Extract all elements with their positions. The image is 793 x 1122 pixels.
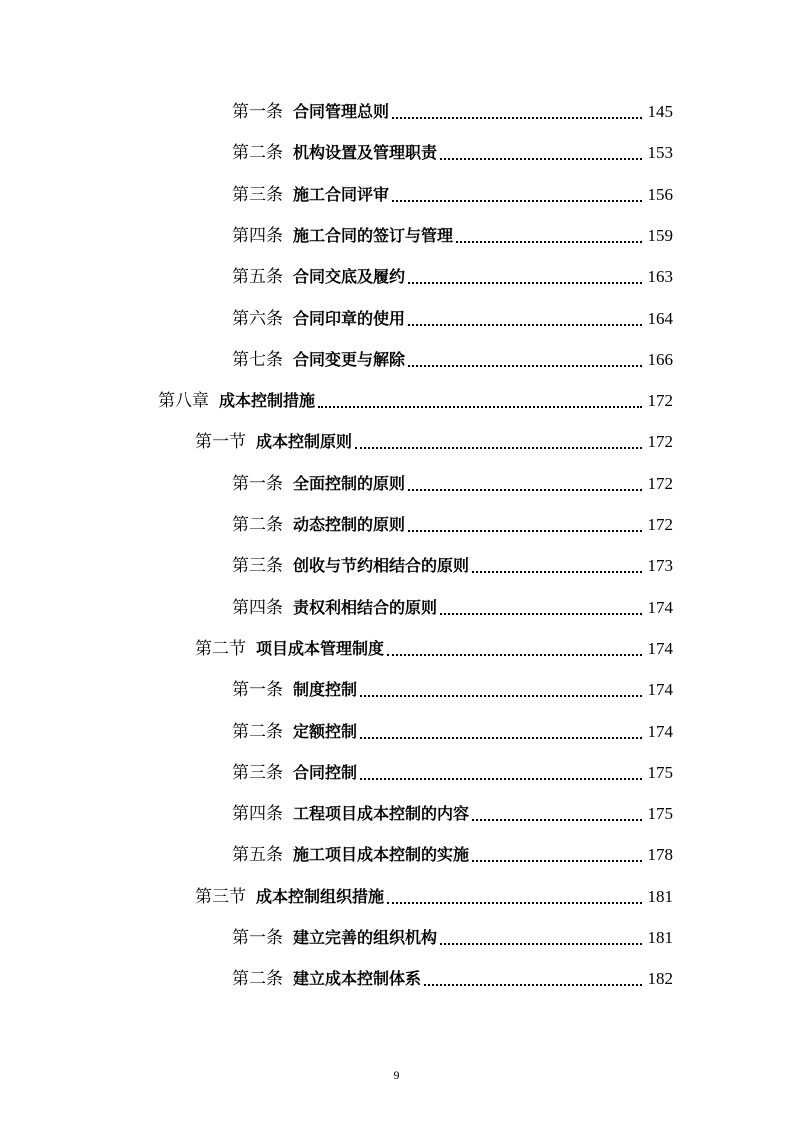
toc-entry-number: 第八章 [158,391,209,412]
toc-entry-title: 合同交底及履约 [293,267,406,287]
toc-entry-article[interactable] [232,671,673,701]
toc-entry-title: 创收与节约相结合的原则 [293,556,470,576]
toc-entry-page: 175 [647,804,673,824]
toc-entry-title: 合同管理总则 [293,102,390,121]
toc-dot-leader [387,654,642,656]
toc-entry-article[interactable] [232,300,673,330]
toc-dot-leader [440,943,642,945]
toc-entry-label [232,803,469,825]
toc-entry-number: 第一节 [195,432,246,453]
toc-entry-page: 174 [647,680,673,700]
toc-entry-number: 第五条 [232,267,283,288]
toc-entry-page: 172 [647,432,673,452]
toc-entry-page: 174 [647,721,673,741]
toc-entry-article[interactable] [232,919,673,949]
toc-entry-article[interactable] [232,134,673,164]
toc-entry-label [232,225,453,247]
toc-entry-page: 174 [647,638,673,658]
toc-entry-number: 第二节 [195,638,246,659]
toc-entry-page: 145 [647,102,673,121]
toc-entry-title: 工程项目成本控制的内容 [293,804,470,824]
toc-entry-number: 第三条 [232,556,283,577]
toc-dot-leader [318,406,642,408]
toc-entry-label [232,266,405,288]
page-number: 9 [393,1068,400,1082]
toc-dot-leader [472,860,642,862]
toc-entry-article[interactable] [232,258,673,288]
toc-dot-leader [440,158,642,160]
toc-dot-leader [392,200,642,202]
toc-entry-title: 合同变更与解除 [293,349,406,369]
toc-entry-label [232,473,405,495]
toc-entry-number: 第一条 [232,102,283,122]
toc-entry-label [158,390,315,412]
toc-entry-label [232,679,357,701]
toc-entry-number: 第五条 [232,845,283,866]
toc-entry-page: 173 [647,556,673,576]
toc-entry-page: 172 [647,515,673,534]
toc-entry-article[interactable] [232,754,673,784]
toc-entry-label [232,927,437,949]
toc-entry-article[interactable] [232,589,673,619]
toc-entry-number: 第三节 [195,886,246,907]
toc-entry-number: 第三条 [232,762,283,783]
toc-entry-title: 施工项目成本控制的实施 [293,845,470,865]
toc-dot-leader [408,324,642,326]
toc-entry-number: 第四条 [232,597,283,618]
toc-entry-title: 责权利相结合的原则 [293,597,438,617]
toc-dot-leader [408,530,642,532]
toc-entry-number: 第三条 [232,184,283,205]
toc-entry-title: 制度控制 [293,680,358,700]
toc-entry-number: 第二条 [232,143,283,164]
toc-entry-section[interactable] [195,878,673,908]
toc-entry-article[interactable] [232,176,673,206]
toc-entry-page: 172 [647,473,673,493]
toc-entry-label [232,308,405,330]
toc-dot-leader [392,117,642,119]
toc-entry-page: 181 [647,886,673,906]
toc-dot-leader [408,489,642,491]
toc-dot-leader [360,695,642,697]
toc-entry-number: 第六条 [232,308,283,329]
toc-entry-page: 164 [647,308,673,328]
toc-entry-article[interactable] [232,93,673,123]
toc-entry-title: 施工合同评审 [293,184,390,204]
toc-dot-leader [408,365,642,367]
toc-entry-label [232,721,357,743]
toc-entry-label [232,184,389,206]
toc-entry-title: 合同控制 [293,762,358,782]
toc-entry-label [232,597,437,619]
toc-dot-leader [360,737,642,739]
toc-entry-number: 第七条 [232,349,283,370]
toc-dot-leader [440,613,642,615]
toc-entry-title: 合同印章的使用 [293,308,406,328]
toc-dot-leader [408,282,642,284]
toc-entry-title: 施工合同的签订与管理 [293,225,454,245]
toc-entry-page: 174 [647,597,673,617]
toc-entry-label [195,886,384,908]
toc-entry-title: 成本控制原则 [256,432,353,452]
toc-entry-title: 机构设置及管理职责 [293,143,438,163]
toc-entry-number: 第二条 [232,969,283,990]
toc-entry-article[interactable] [232,713,673,743]
toc-entry-number: 第一条 [232,680,283,701]
toc-entry-label [232,555,469,577]
toc-entry-article[interactable] [232,547,673,577]
toc-entry-page: 159 [647,225,673,245]
toc-entry-label [232,514,405,536]
toc-dot-leader [387,902,642,904]
toc-entry-page: 153 [647,143,673,163]
toc-entry-label [232,762,357,784]
toc-entry-title: 全面控制的原则 [293,473,406,493]
toc-entry-section[interactable] [195,423,673,453]
toc-entry-label [232,142,437,164]
toc-entry-title: 成本控制组织措施 [256,886,385,906]
toc-entry-page: 175 [647,762,673,782]
toc-entry-page: 166 [647,349,673,369]
toc-entry-article[interactable] [232,217,673,247]
toc-entry-article[interactable] [232,465,673,495]
toc-entry-number: 第一条 [232,473,283,494]
toc-entry-article[interactable] [232,795,673,825]
toc-dot-leader [355,447,642,449]
toc-entry-label [232,349,405,371]
toc-dot-leader [360,778,642,780]
toc-dot-leader [472,571,642,573]
toc-entry-number: 第四条 [232,225,283,246]
toc-entry-number: 第二条 [232,721,283,742]
toc-entry-number: 第二条 [232,515,283,535]
toc-entry-page: 163 [647,267,673,287]
toc-entry-number: 第一条 [232,928,283,948]
toc-entry-title: 动态控制的原则 [293,515,406,534]
toc-entry-page: 172 [647,391,673,411]
toc-dot-leader [424,984,642,986]
toc-entry-label [232,968,421,990]
toc-entry-section[interactable] [195,630,673,660]
toc-entry-number: 第四条 [232,804,283,825]
toc-entry-page: 178 [647,845,673,865]
toc-entry-title: 项目成本管理制度 [256,638,385,658]
toc-entry-page: 182 [647,969,673,989]
toc-entry-chapter[interactable] [158,382,673,412]
toc-entry-article[interactable] [232,506,673,536]
toc-entry-article[interactable] [232,341,673,371]
toc-entry-label [232,844,469,866]
toc-entry-label [195,431,352,453]
toc-entry-page: 156 [647,184,673,204]
toc-dot-leader [472,819,642,821]
toc-entry-page: 181 [647,928,673,947]
toc-entry-article[interactable] [232,960,673,990]
toc-entry-label [232,101,389,123]
toc-entry-title: 定额控制 [293,721,358,741]
toc-entry-title: 建立成本控制体系 [293,969,422,989]
toc-dot-leader [456,241,642,243]
toc-entry-article[interactable] [232,836,673,866]
toc-entry-label [195,638,384,660]
toc-entry-title: 建立完善的组织机构 [293,928,438,947]
toc-entry-title: 成本控制措施 [219,391,316,411]
